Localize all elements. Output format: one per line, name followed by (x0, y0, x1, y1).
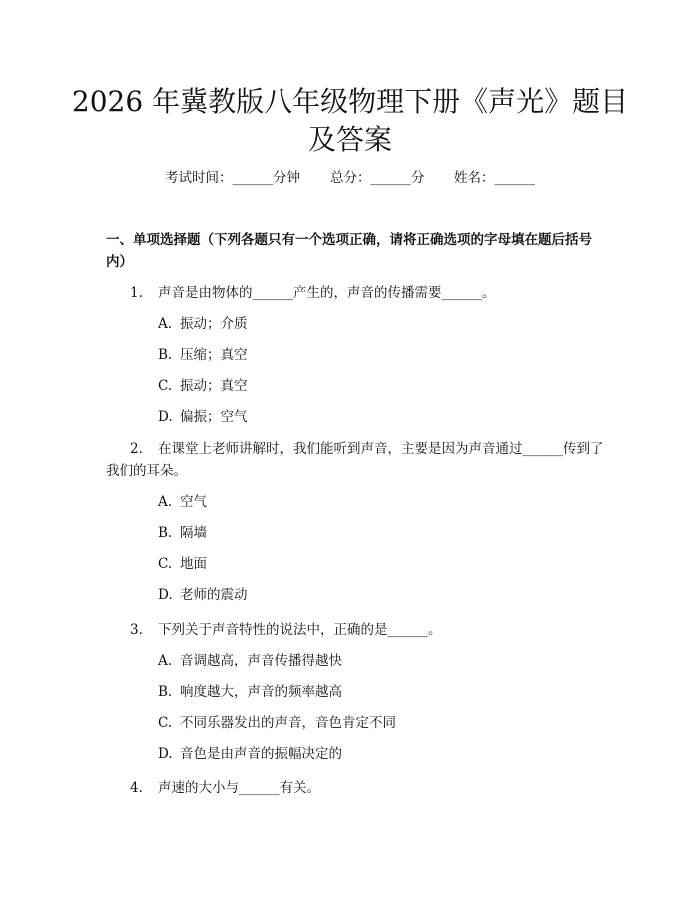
total-score-field: 总分：______分 (330, 170, 425, 186)
option-text: 空气 (180, 494, 207, 510)
option-item (158, 712, 396, 734)
document-title-line2: 及答案 (307, 123, 392, 156)
option-text: 振动；真空 (180, 378, 248, 394)
question-number: 1. (130, 285, 143, 301)
question-text: 在课堂上老师讲解时，我们能听到声音，主要是因为声音通过______传到了我们的耳朵。 (106, 441, 604, 479)
option-letter: A. (158, 316, 173, 332)
option-text: 音色是由声音的振幅决定的 (180, 746, 342, 762)
option-text: 响度越大，声音的频率越高 (180, 684, 342, 700)
student-name-field: 姓名：______ (454, 170, 535, 186)
option-item (158, 375, 248, 397)
option-letter: C. (158, 378, 173, 394)
option-text: 老师的震动 (180, 587, 248, 603)
section-heading-single-choice: 一、单项选择题（下列各题只有一个选项正确，请将正确选项的字母填在题后括号内） (106, 232, 592, 270)
option-letter: B. (158, 347, 173, 363)
option-item (158, 584, 248, 606)
option-item (158, 491, 207, 513)
option-letter: D. (158, 587, 173, 603)
option-item (158, 344, 248, 366)
option-letter: D. (158, 746, 173, 762)
option-letter: D. (158, 409, 173, 425)
option-item (158, 650, 342, 672)
option-text: 隔墙 (180, 525, 207, 541)
option-letter: C. (158, 715, 173, 731)
question-number: 4. (130, 780, 143, 796)
question-number: 3. (130, 622, 143, 638)
option-item (158, 313, 248, 335)
option-item (158, 743, 342, 765)
option-item (158, 522, 207, 544)
option-text: 地面 (180, 556, 207, 572)
option-text: 振动；介质 (180, 316, 248, 332)
question-number: 2. (130, 441, 143, 457)
option-text: 不同乐器发出的声音，音色肯定不同 (180, 715, 396, 731)
option-letter: A. (158, 653, 173, 669)
option-item (158, 553, 207, 575)
document-title-line1: 2026 年冀教版八年级物理下册《声光》题目 (71, 85, 629, 118)
exam-time-field: 考试时间：______分钟 (165, 170, 300, 186)
question-block (106, 438, 606, 482)
question-text: 下列关于声音特性的说法中，正确的是______。 (158, 622, 442, 638)
option-letter: C. (158, 556, 173, 572)
option-item (158, 681, 342, 703)
option-text: 偏振；空气 (180, 409, 248, 425)
option-letter: A. (158, 494, 173, 510)
option-letter: B. (158, 684, 173, 700)
option-text: 音调越高，声音传播得越快 (180, 653, 342, 669)
option-item (158, 406, 248, 428)
option-letter: B. (158, 525, 173, 541)
question-text: 声速的大小与______有关。 (158, 780, 320, 796)
option-text: 压缩；真空 (180, 347, 248, 363)
question-text: 声音是由物体的______产生的，声音的传播需要______。 (158, 285, 496, 301)
